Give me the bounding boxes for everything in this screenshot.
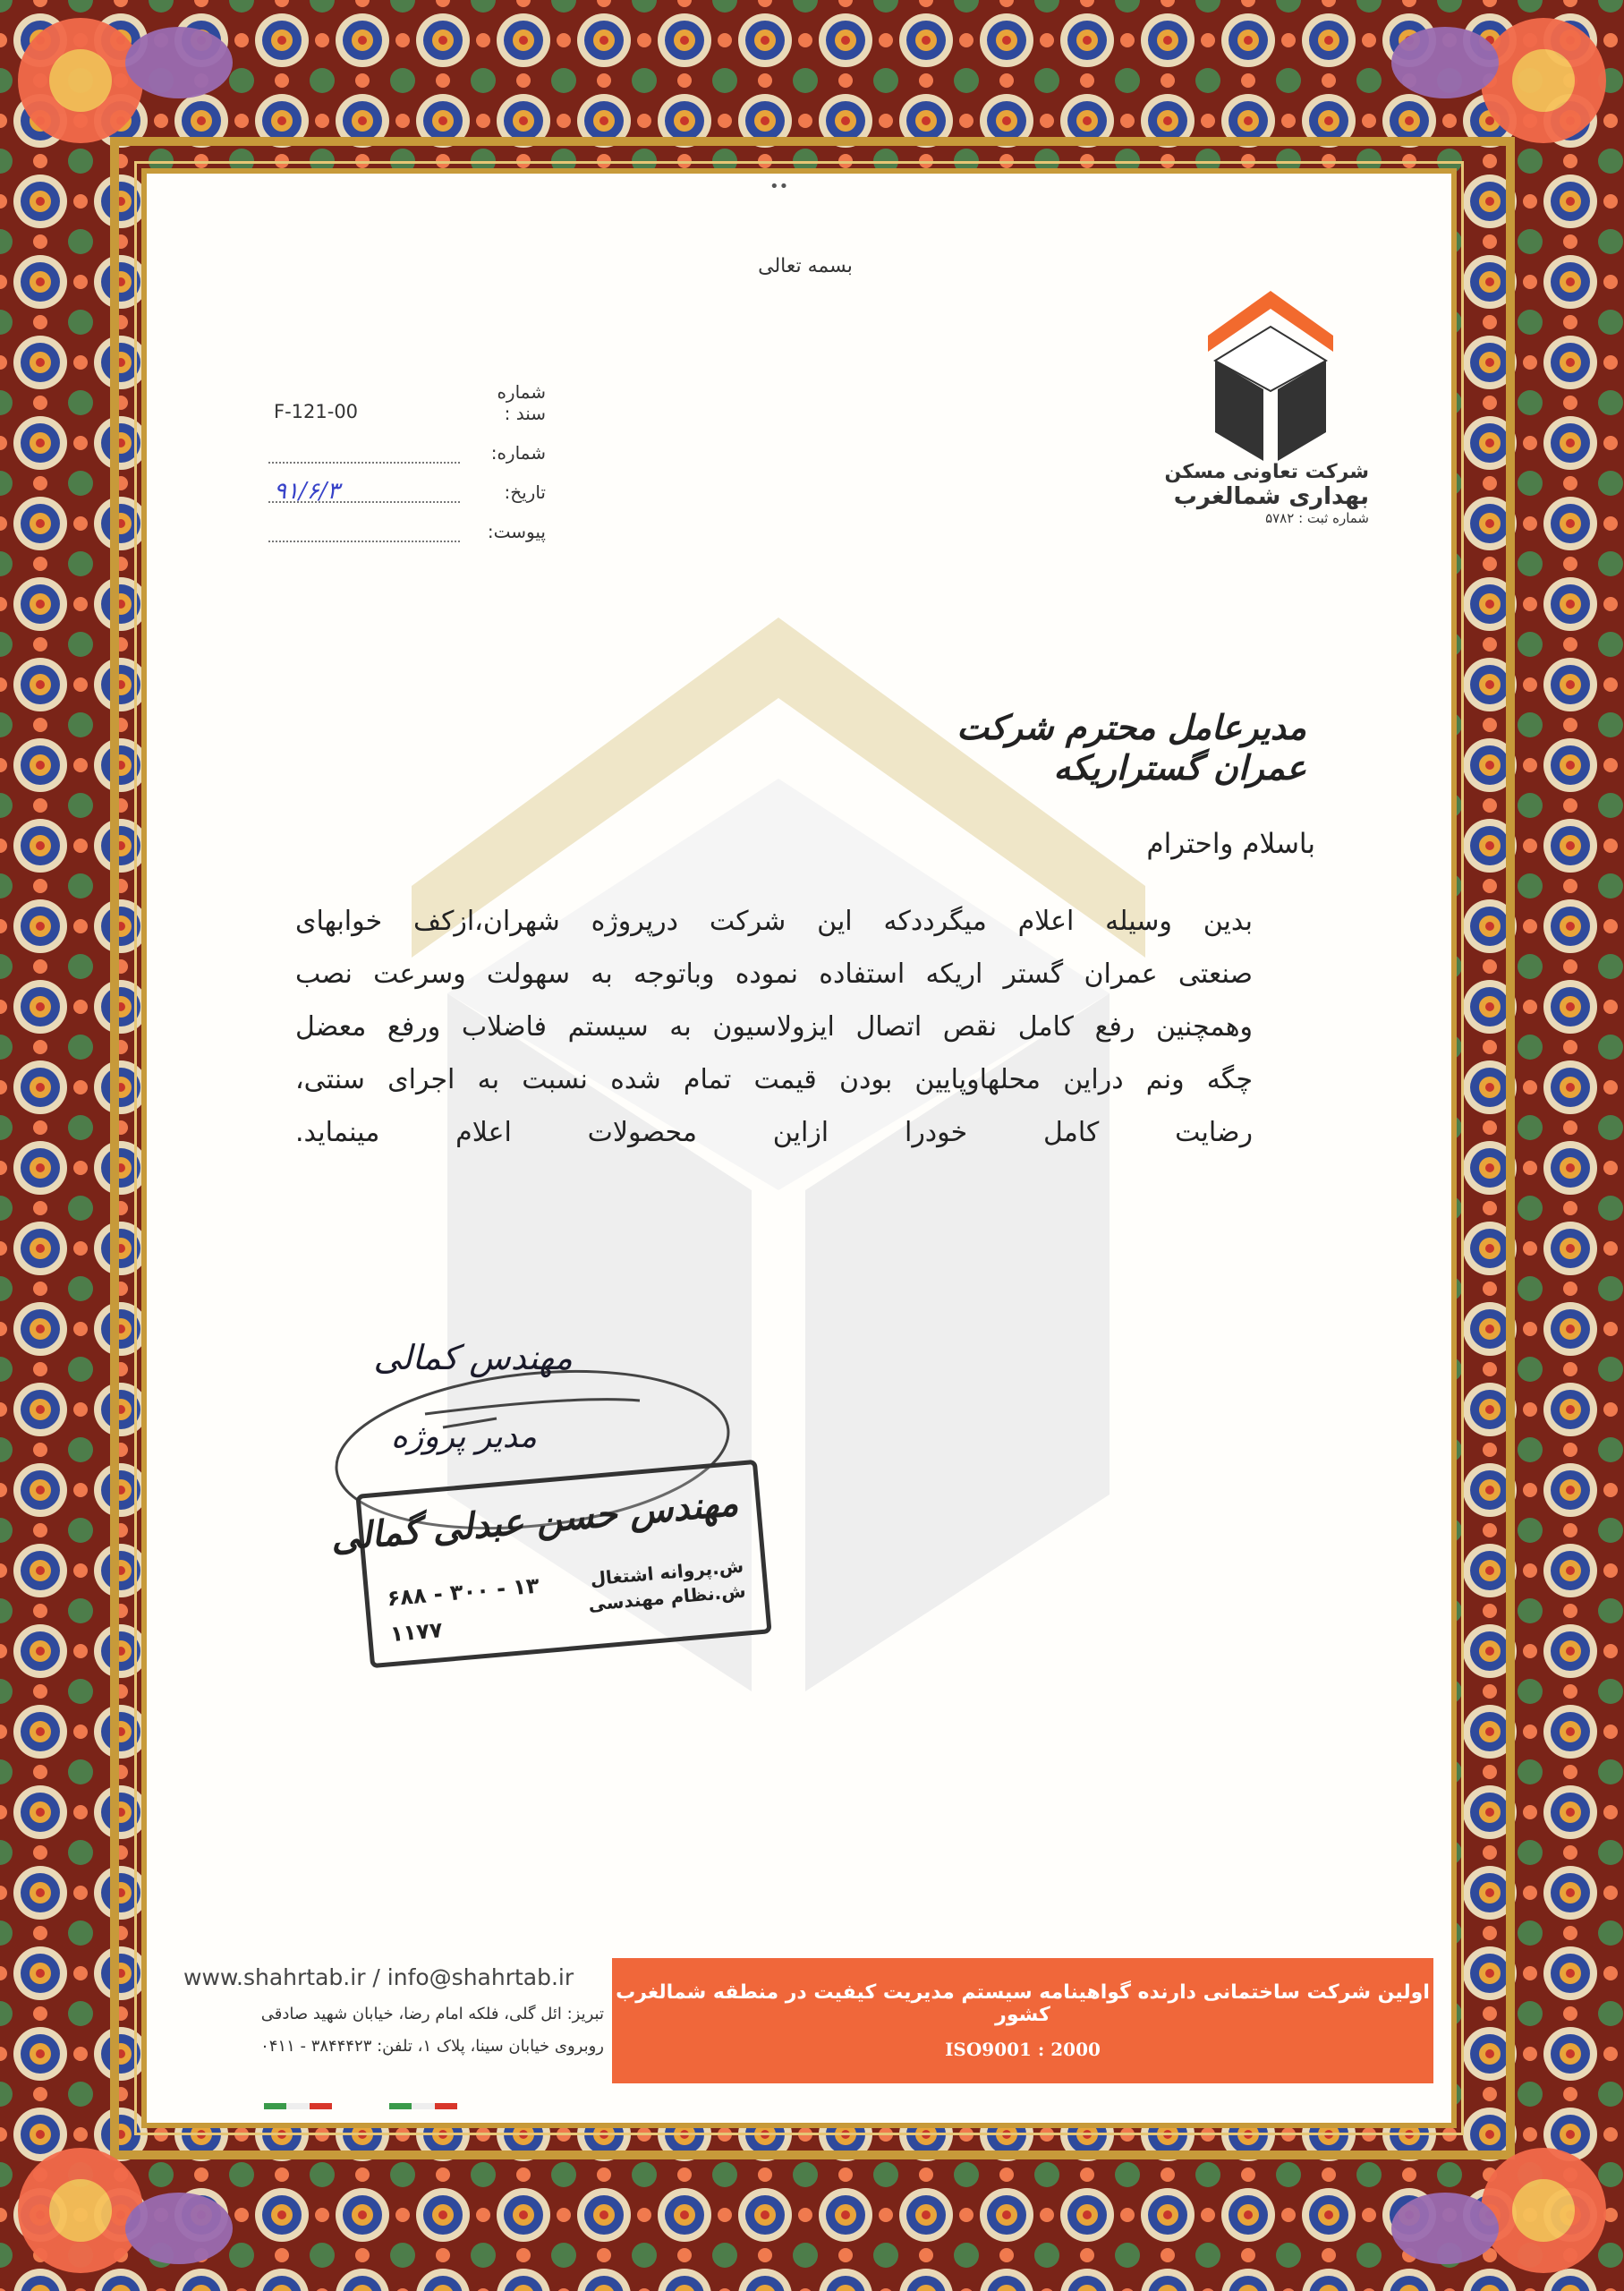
top-marks: ••: [769, 177, 789, 196]
date-label: تاریخ:: [504, 481, 546, 503]
footer-address-line2: روبروی خیابان سینا، پلاک ۱، تلفن: ۳۸۴۴۴۲۳ - ۰۴۱۱: [260, 2037, 604, 2056]
doc-number-row: [268, 381, 546, 424]
footer-address-line1: تبریز: ائل گلی، فلکه امام رضا، خیابان شهید صادقی: [260, 2005, 604, 2023]
attachment-label: پیوست:: [487, 521, 546, 542]
stamp-engineering-label: ش.نظام مهندسی: [587, 1580, 747, 1615]
official-stamp: [328, 1460, 771, 1668]
date-row: [268, 464, 546, 503]
attachment-value: [268, 517, 460, 542]
body-line: وهمچنین رفع کامل نقص اتصال ایزولاسیون به سیستم فاضلاب ورفع معضل: [295, 1011, 1253, 1043]
signature-role: مدیر پروژه: [390, 1418, 537, 1455]
greeting: باسلام واحترام: [1146, 828, 1315, 860]
body-line: رضایت کامل خودرا ازاین محصولات اعلام مینماید.: [295, 1117, 1253, 1148]
doc-number-value: F-121-00: [274, 401, 359, 422]
doc-number-label: شماره سند :: [497, 381, 546, 424]
stamp-license-number: ۶۸۸ - ۳۰۰ - ۱۳: [386, 1572, 540, 1612]
stamp-license-label: ش.پروانه اشتغال: [589, 1554, 744, 1590]
company-line2: بهداری شمالغرب: [1173, 483, 1369, 510]
company-line1: شرکت تعاونی مسکن: [1164, 461, 1369, 483]
recipient: مدیرعامل محترم شرکت عمران گستراریکه: [957, 707, 1306, 788]
signature-name: مهندس کمالی: [373, 1338, 573, 1377]
date-value: ۹۱/۶/۳: [268, 478, 460, 503]
document-meta: [268, 381, 546, 542]
number-row: [268, 424, 546, 464]
flag-mark: [264, 2103, 332, 2109]
flag-mark: [389, 2103, 457, 2109]
iso-banner: [612, 1958, 1433, 2083]
company-registration: شماره ثبت : ۵۷۸۲: [1265, 510, 1369, 526]
attachment-row: [268, 503, 546, 542]
number-label: شماره:: [490, 442, 546, 464]
number-value: [268, 439, 460, 464]
stamp-name: مهندس حسن عبدلی گمالی: [328, 1481, 740, 1560]
iso-banner-text: اولین شرکت ساختمانی دارنده گواهینامه سیستم مدیریت کیفیت در منطقه شمالغرب کشور: [616, 1981, 1430, 2026]
company-logo: [1208, 291, 1333, 461]
bismillah: بسمه تعالی: [758, 255, 853, 277]
body-line: چگه ونم دراین محلهاوپایین بودن قیمت تمام شده نسبت به اجرای سنتی،: [295, 1064, 1253, 1095]
body-line: صنعتی عمران گستر اریکه استفاده نموده وباتوجه به سهولت وسرعت نصب: [295, 958, 1253, 990]
iso-banner-cert: ISO9001 : 2000: [945, 2039, 1101, 2060]
letter-body: [295, 895, 1253, 1159]
stamp-engineering-number: ۱۱۷۷: [388, 1617, 444, 1648]
company-name: [1118, 461, 1369, 526]
body-line: بدین وسیله اعلام میگرددکه این شرکت درپروژه شهران،ازکف خوابهای: [295, 906, 1253, 937]
footer-web-email: www.shahrtab.ir / info@shahrtab.ir: [183, 1964, 574, 1990]
